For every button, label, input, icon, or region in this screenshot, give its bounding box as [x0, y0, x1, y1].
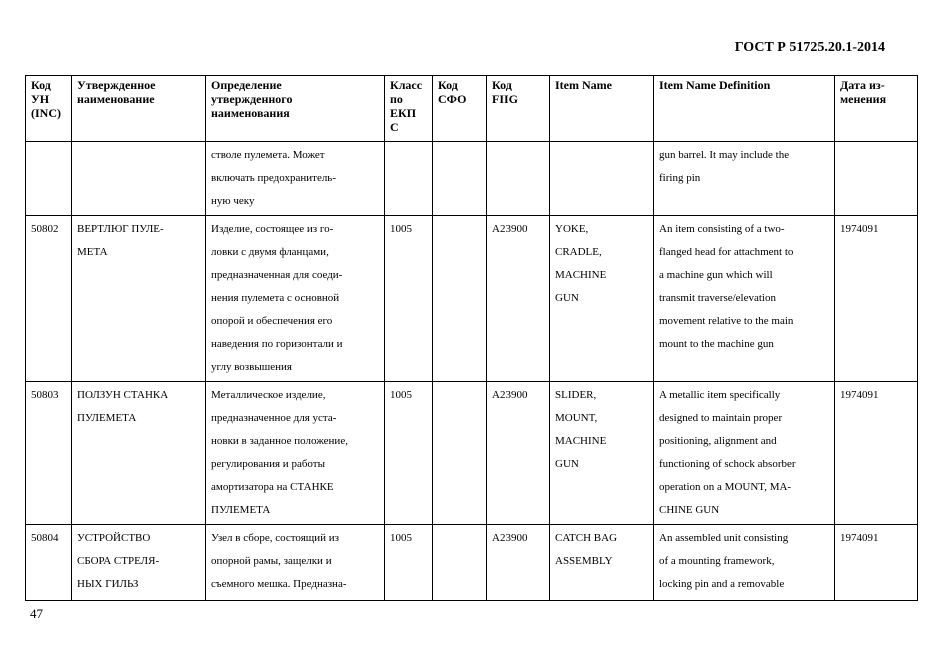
- cell-sfo: [433, 382, 487, 525]
- cell-item-name-definition: [654, 382, 835, 525]
- cell-line: MACHINE: [555, 269, 607, 281]
- cell-line: нения пулемета с основной: [211, 292, 340, 304]
- cell-fiig: A23900: [487, 216, 550, 382]
- cell-line: амортизатора на СТАНКЕ: [211, 481, 334, 493]
- cell-line: designed to maintain proper: [659, 412, 783, 424]
- cell-class: 1005: [385, 216, 433, 382]
- column-header-line: Item Name Definition: [659, 78, 771, 92]
- cell-item-name: [550, 382, 654, 525]
- cell-line: gun barrel. It may include the: [659, 149, 790, 161]
- cell-line: operation on a MOUNT, MA-: [659, 481, 792, 493]
- column-header-line: Код: [31, 78, 51, 92]
- cell-line: наведения по горизонтали и: [211, 338, 343, 350]
- column-header-item-name: [550, 76, 654, 142]
- cell-item-name: [550, 216, 654, 382]
- cell-line: Металлическое изделие,: [211, 389, 326, 401]
- cell-line: MACHINE: [555, 435, 607, 447]
- cell-line: стволе пулемета. Может: [211, 149, 325, 161]
- table-row: [26, 142, 918, 216]
- page-number: 47: [30, 606, 43, 621]
- cell-line: flanged head for attachment to: [659, 246, 794, 258]
- cell-line: новки в заданное положение,: [211, 435, 348, 447]
- column-header-item-name-definition: [654, 76, 835, 142]
- cell-line: functioning of schock absorber: [659, 458, 796, 470]
- cell-line: ВЕРТЛЮГ ПУЛЕ-: [77, 223, 164, 235]
- column-header-date: [835, 76, 918, 142]
- cell-line: locking pin and a removable: [659, 578, 785, 590]
- cell-code: 50803: [26, 382, 72, 525]
- cell-fiig: A23900: [487, 382, 550, 525]
- cell-line: МЕТА: [77, 246, 108, 258]
- cell-definition: [206, 525, 385, 601]
- cell-class: 1005: [385, 525, 433, 601]
- cell-line: MOUNT,: [555, 412, 598, 424]
- table-row: [26, 525, 918, 601]
- column-header-class: [385, 76, 433, 142]
- table-row: [26, 382, 918, 525]
- cell-line: предназначенная для соеди-: [211, 269, 343, 281]
- cell-code: [26, 142, 72, 216]
- column-header-line: Item Name: [555, 78, 612, 92]
- cell-line: ПУЛЕМЕТА: [77, 412, 137, 424]
- cell-definition: [206, 142, 385, 216]
- cell-date: [835, 142, 918, 216]
- column-header-line: утвержденного: [211, 92, 293, 106]
- column-header-line: наименование: [77, 92, 155, 106]
- column-header-line: Код: [438, 78, 458, 92]
- column-header-line: С: [390, 120, 399, 134]
- cell-line: УСТРОЙСТВО: [77, 532, 151, 544]
- cell-line: YOKE,: [555, 223, 589, 235]
- cell-line: ПОЛЗУН СТАНКА: [77, 389, 169, 401]
- cell-name: [72, 142, 206, 216]
- column-header-fiig: [487, 76, 550, 142]
- cell-sfo: [433, 216, 487, 382]
- cell-name: [72, 216, 206, 382]
- cell-class: 1005: [385, 382, 433, 525]
- cell-code: 50802: [26, 216, 72, 382]
- cell-line: An item consisting of a two-: [659, 223, 785, 235]
- cell-line: включать предохранитель-: [211, 172, 336, 184]
- cell-line: регулирования и работы: [211, 458, 325, 470]
- cell-line: Узел в сборе, состоящий из: [211, 532, 340, 544]
- cell-definition: [206, 382, 385, 525]
- document-header: ГОСТ Р 51725.20.1-2014: [734, 40, 885, 55]
- cell-line: movement relative to the main: [659, 315, 794, 327]
- classification-table: [25, 75, 918, 601]
- cell-line: углу возвышения: [211, 361, 292, 373]
- cell-line: CHINE GUN: [659, 504, 720, 516]
- cell-line: mount to the machine gun: [659, 338, 774, 350]
- cell-line: ловки с двумя фланцами,: [211, 246, 329, 258]
- cell-line: опорной рамы, защелки и: [211, 555, 332, 567]
- column-header-line: FIIG: [492, 92, 519, 106]
- cell-line: СБОРА СТРЕЛЯ-: [77, 555, 160, 567]
- cell-line: firing pin: [659, 172, 701, 184]
- column-header-line: СФО: [438, 92, 467, 106]
- cell-line: опорой и обеспечения его: [211, 315, 333, 327]
- cell-line: съемного мешка. Предназна-: [211, 578, 347, 590]
- cell-line: предназначенное для уста-: [211, 412, 337, 424]
- column-header-code: [26, 76, 72, 142]
- cell-name: [72, 525, 206, 601]
- cell-item-name-definition: [654, 525, 835, 601]
- cell-line: transmit traverse/elevation: [659, 292, 776, 304]
- cell-line: CRADLE,: [555, 246, 602, 258]
- column-header-line: Определение: [211, 78, 282, 92]
- column-header-line: УН: [31, 92, 50, 106]
- cell-fiig: A23900: [487, 525, 550, 601]
- cell-item-name-definition: [654, 142, 835, 216]
- column-header-line: Код: [492, 78, 512, 92]
- cell-date: 1974091: [835, 216, 918, 382]
- column-header-line: по: [390, 92, 403, 106]
- cell-line: GUN: [555, 292, 579, 304]
- cell-line: An assembled unit consisting: [659, 532, 789, 544]
- cell-item-name-definition: [654, 216, 835, 382]
- table-row: [26, 216, 918, 382]
- cell-sfo: [433, 525, 487, 601]
- cell-date: 1974091: [835, 525, 918, 601]
- cell-line: ASSEMBLY: [555, 555, 613, 567]
- cell-line: of a mounting framework,: [659, 555, 775, 567]
- cell-line: positioning, alignment and: [659, 435, 777, 447]
- table-header-row: [26, 76, 918, 142]
- cell-line: ПУЛЕМЕТА: [211, 504, 271, 516]
- column-header-line: менения: [840, 92, 887, 106]
- cell-name: [72, 382, 206, 525]
- cell-item-name: [550, 142, 654, 216]
- cell-line: CATCH BAG: [555, 532, 618, 544]
- cell-sfo: [433, 142, 487, 216]
- cell-line: ную чеку: [211, 195, 255, 207]
- column-header-line: наименования: [211, 106, 290, 120]
- cell-line: Изделие, состоящее из го-: [211, 223, 334, 235]
- column-header-line: Класс: [390, 78, 423, 92]
- column-header-sfo: [433, 76, 487, 142]
- cell-code: 50804: [26, 525, 72, 601]
- cell-line: a machine gun which will: [659, 269, 773, 281]
- cell-line: SLIDER,: [555, 389, 597, 401]
- column-header-definition: [206, 76, 385, 142]
- cell-item-name: [550, 525, 654, 601]
- cell-line: НЫХ ГИЛЬЗ: [77, 578, 139, 590]
- column-header-line: ЕКП: [390, 106, 417, 120]
- column-header-line: (INC): [31, 106, 61, 120]
- cell-date: 1974091: [835, 382, 918, 525]
- cell-class: [385, 142, 433, 216]
- cell-definition: [206, 216, 385, 382]
- cell-line: A metallic item specifically: [659, 389, 781, 401]
- column-header-name: [72, 76, 206, 142]
- cell-line: GUN: [555, 458, 579, 470]
- column-header-line: Утвержденное: [77, 78, 156, 92]
- column-header-line: Дата из-: [840, 78, 885, 92]
- cell-fiig: [487, 142, 550, 216]
